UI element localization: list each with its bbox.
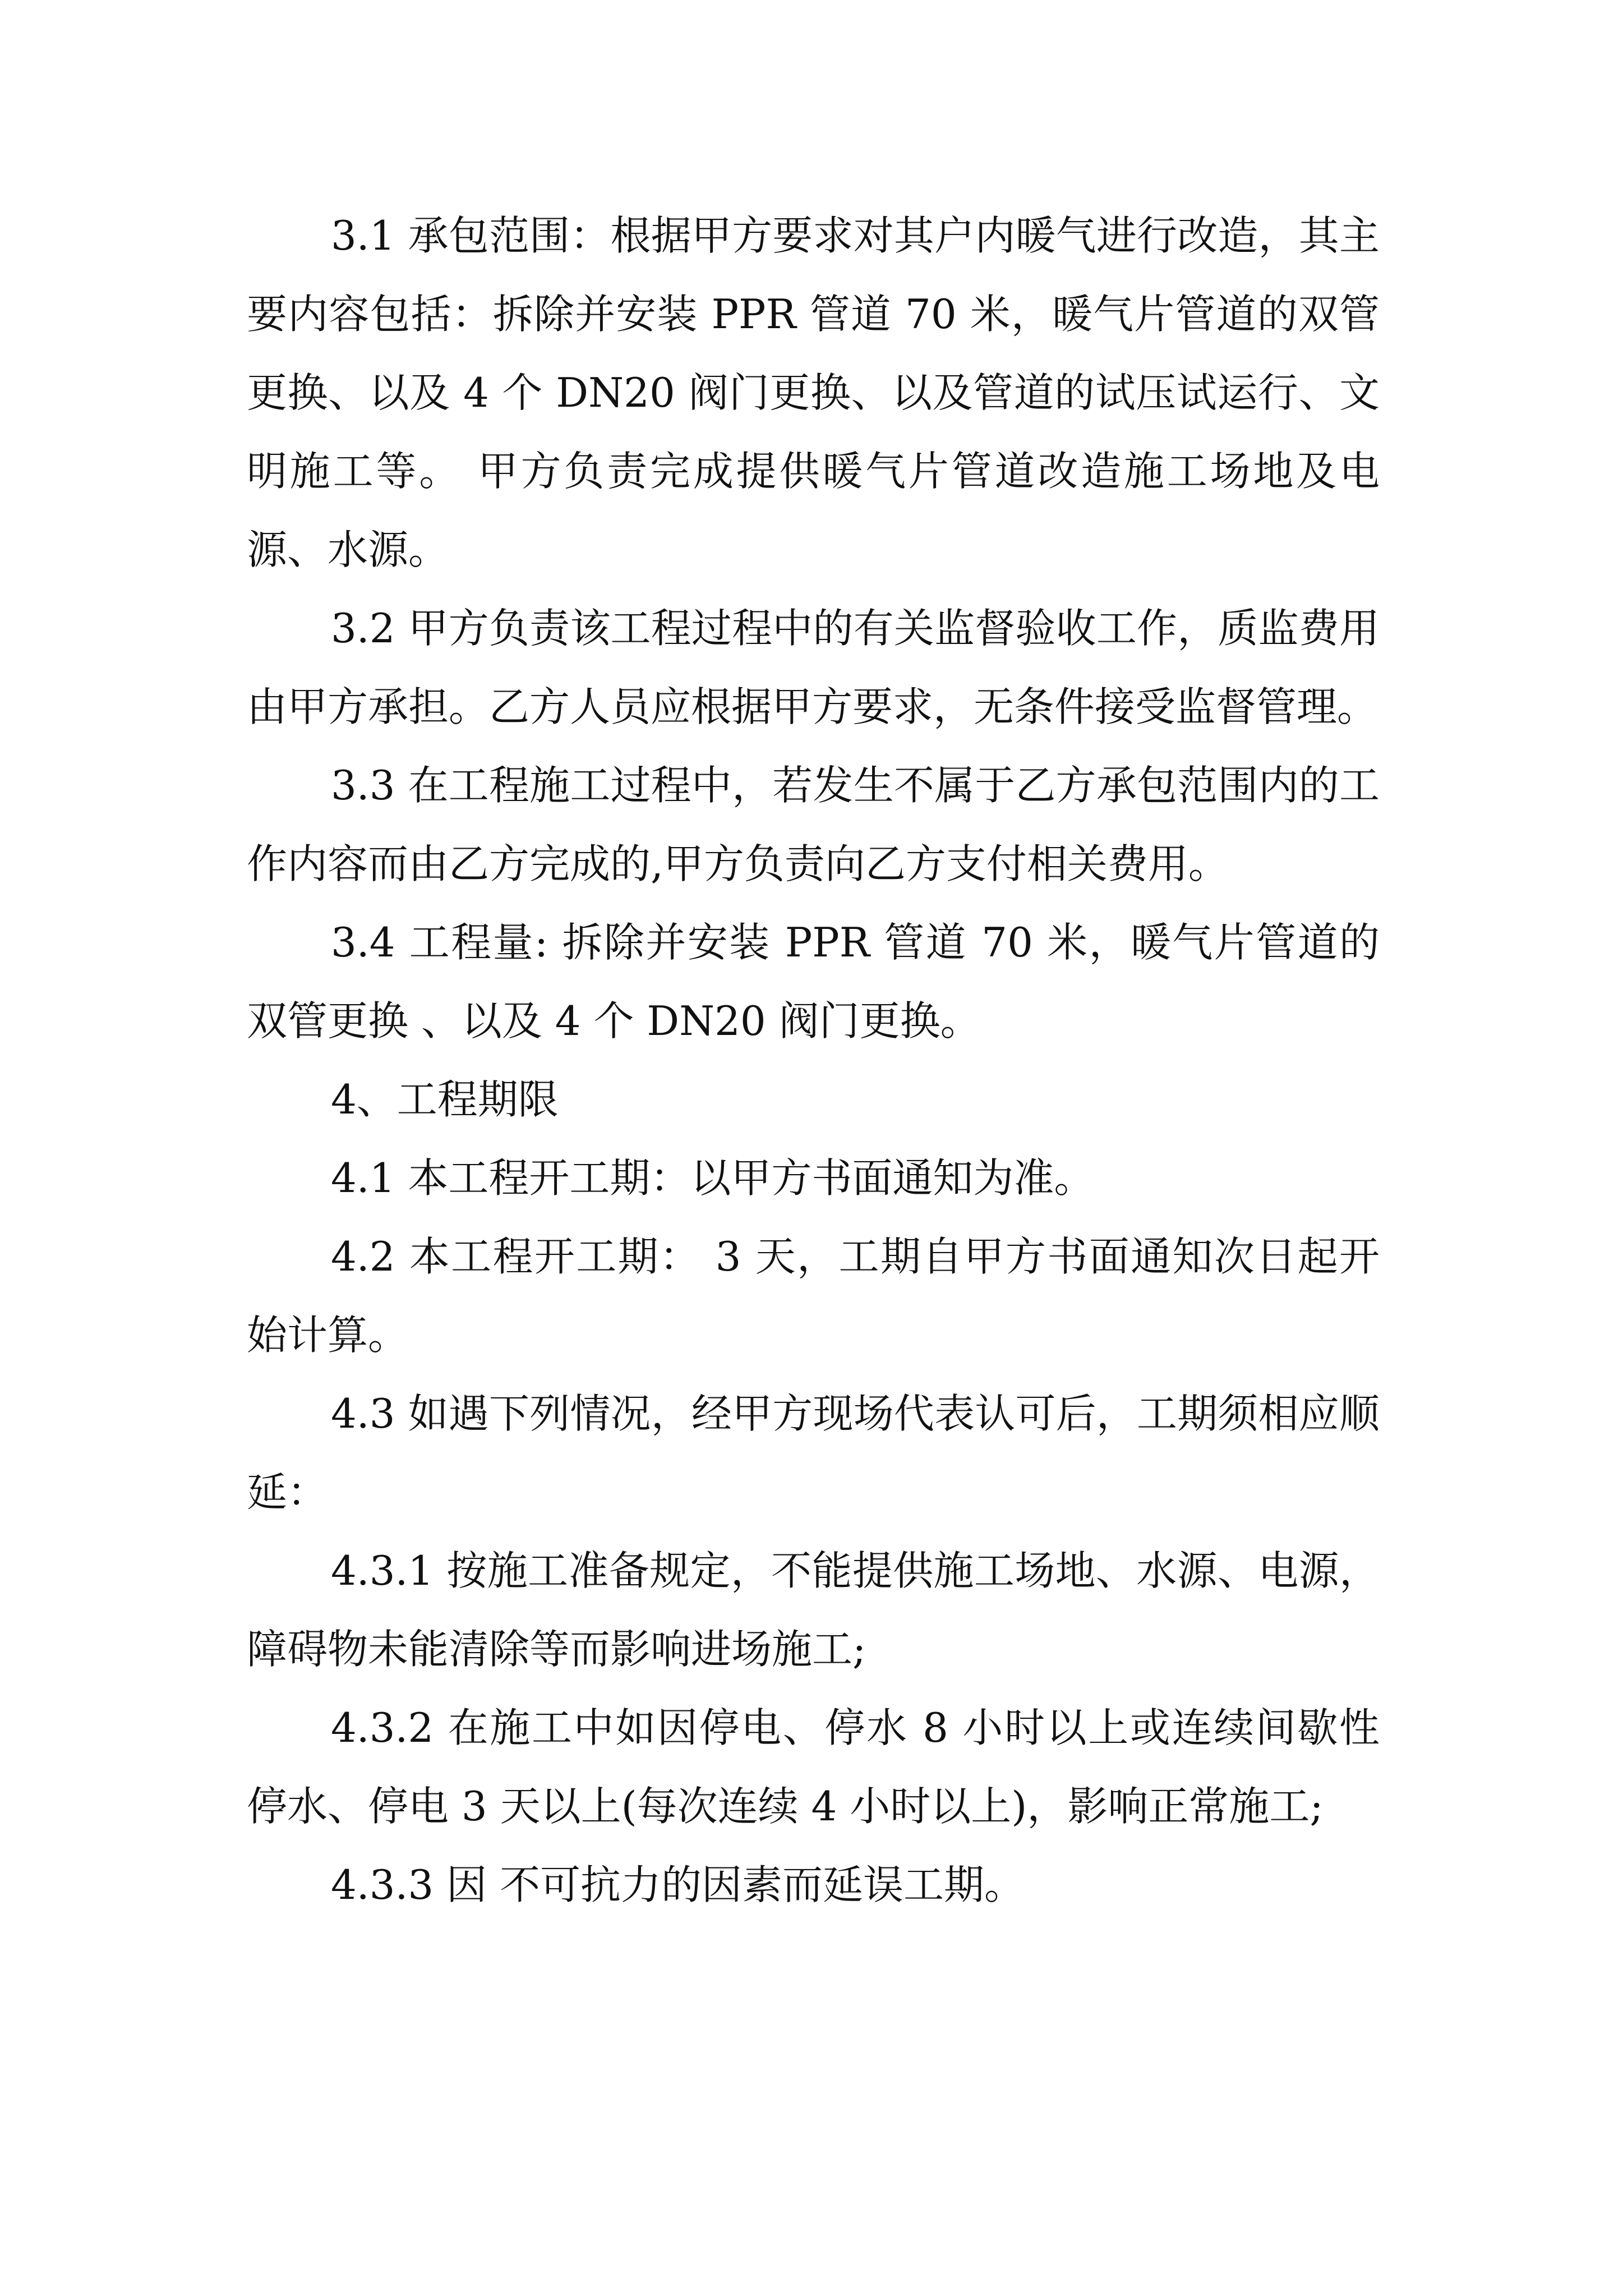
paragraph-3-3: 3.3 在工程施工过程中，若发生不属于乙方承包范围内的工作内容而由乙方完成的,甲方负责向乙方支付相关费用。 [247,762,1380,887]
paragraph-4-3: 4.3 如遇下列情况，经甲方现场代表认可后，工期须相应顺延： [247,1390,1380,1516]
paragraph-3-1: 3.1 承包范围：根据甲方要求对其户内暖气进行改造，其主要内容包括：拆除并安装 PPR 管道 70 米，暖气片管道的双管更换、以及 4 个 DN20 阀门更换、以及管道的试压试运行、文明施工等。 甲方负责完成提供暖气片管道改造施工场地及电源、水源。 [247,212,1380,573]
section-heading-4: 4、工程期限 [331,1076,559,1123]
paragraph-3-4: 3.4 工程量: 拆除并安装 PPR 管道 70 米，暖气片管道的双管更换 、以及 4 个 DN20 阀门更换。 [247,919,1380,1045]
paragraph-3-2: 3.2 甲方负责该工程过程中的有关监督验收工作，质监费用由甲方承担。乙方人员应根据甲方要求，无条件接受监督管理。 [247,605,1380,730]
paragraph-4-2: 4.2 本工程开工期： 3 天，工期自甲方书面通知次日起开始计算。 [247,1233,1380,1359]
paragraph-4-3-1: 4.3.1 按施工准备规定，不能提供施工场地、水源、电源，障碍物未能清除等而影响进场施工; [247,1547,1380,1673]
paragraph-4-3-3: 4.3.3 因 不可抗力的因素而延误工期。 [331,1861,1025,1908]
document-body [247,196,1380,1924]
paragraph-4-3-2: 4.3.2 在施工中如因停电、停水 8 小时以上或连续间歇性停水、停电 3 天以上(每次连续 4 小时以上)，影响正常施工; [247,1704,1380,1830]
paragraph-4-1: 4.1 本工程开工期：以甲方书面通知为准。 [331,1154,1095,1202]
